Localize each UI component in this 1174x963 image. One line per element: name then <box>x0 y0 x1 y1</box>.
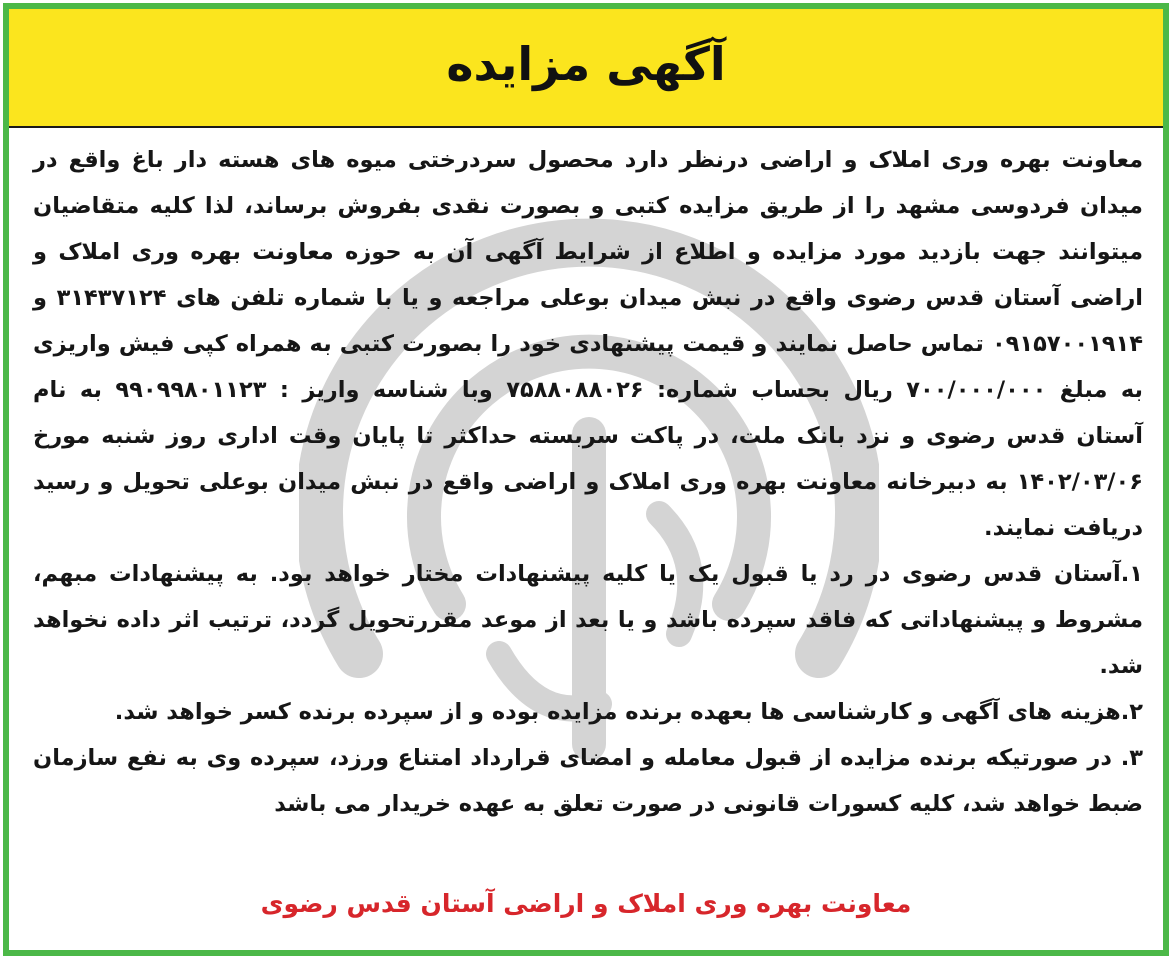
notice-title: آگهی مزایده <box>446 36 726 91</box>
notice-clause-2: ۲.هزینه های آگهی و کارشناسی ها بعهده برنده مزایده بوده و از سپرده برنده کسر خواهد شد. <box>114 699 1143 725</box>
issuer-signature: معاونت بهره وری املاک و اراضی آستان قدس رضوی <box>260 889 912 918</box>
notice-frame <box>3 3 1169 956</box>
notice-clause-1: ۱.آستان قدس رضوی در رد یا قبول یک یا کلیه پیشنهادات مختار خواهد بود. به پیشنهادات مبهم، مشروط و پیشنهاداتی که فاقد سپرده باشد و یا بعد از موعد مقررتحویل گردد، ترتیب اثر داده نخواهد شد. <box>33 561 1143 679</box>
notice-body <box>33 137 1143 827</box>
title-banner <box>9 9 1163 128</box>
notice-paragraph-main: معاونت بهره وری املاک و اراضی درنظر دارد محصول سردرختی میوه های هسته دار باغ واقع در میدان فردوسی مشهد را از طریق مزایده کتبی و بصورت نقدی بفروش برساند، لذا کلیه متقاضیان میتوانند جهت بازدید مورد مزایده و اطلاع از شرایط آگهی آن به حوزه معاونت بهره وری املاک و اراضی آستان قدس رضوی واقع در نبش میدان بوعلی مراجعه و یا با شماره تلفن های ۳۱۴۳۷۱۲۴ و ۰۹۱۵۷۰۰۱۹۱۴ تماس حاصل نمایند و قیمت پیشنهادی خود را بصورت کتبی به همراه کپی فیش واریزی به مبلغ ۷۰۰/۰۰۰/۰۰۰ ریال بحساب شماره: ۷۵۸۸۰۸۸۰۲۶ وبا شناسه واریز : ۹۹۰۹۹۸۰۱۱۲۳ به نام آستان قدس رضوی و نزد بانک ملت، در پاکت سربسته حداکثر تا پایان وقت اداری روز شنبه مورخ ۱۴۰۲/۰۳/۰۶ به دبیرخانه معاونت بهره وری املاک و اراضی واقع در نبش میدان بوعلی تحویل و رسید دریافت نمایند. <box>33 147 1143 541</box>
notice-clause-3: ۳. در صورتیکه برنده مزایده از قبول معامله و امضای قرارداد امتناع ورزد، سپرده وی به نفع سازمان ضبط خواهد شد، کلیه کسورات قانونی در صورت تعلق به عهده خریدار می باشد <box>33 745 1143 817</box>
